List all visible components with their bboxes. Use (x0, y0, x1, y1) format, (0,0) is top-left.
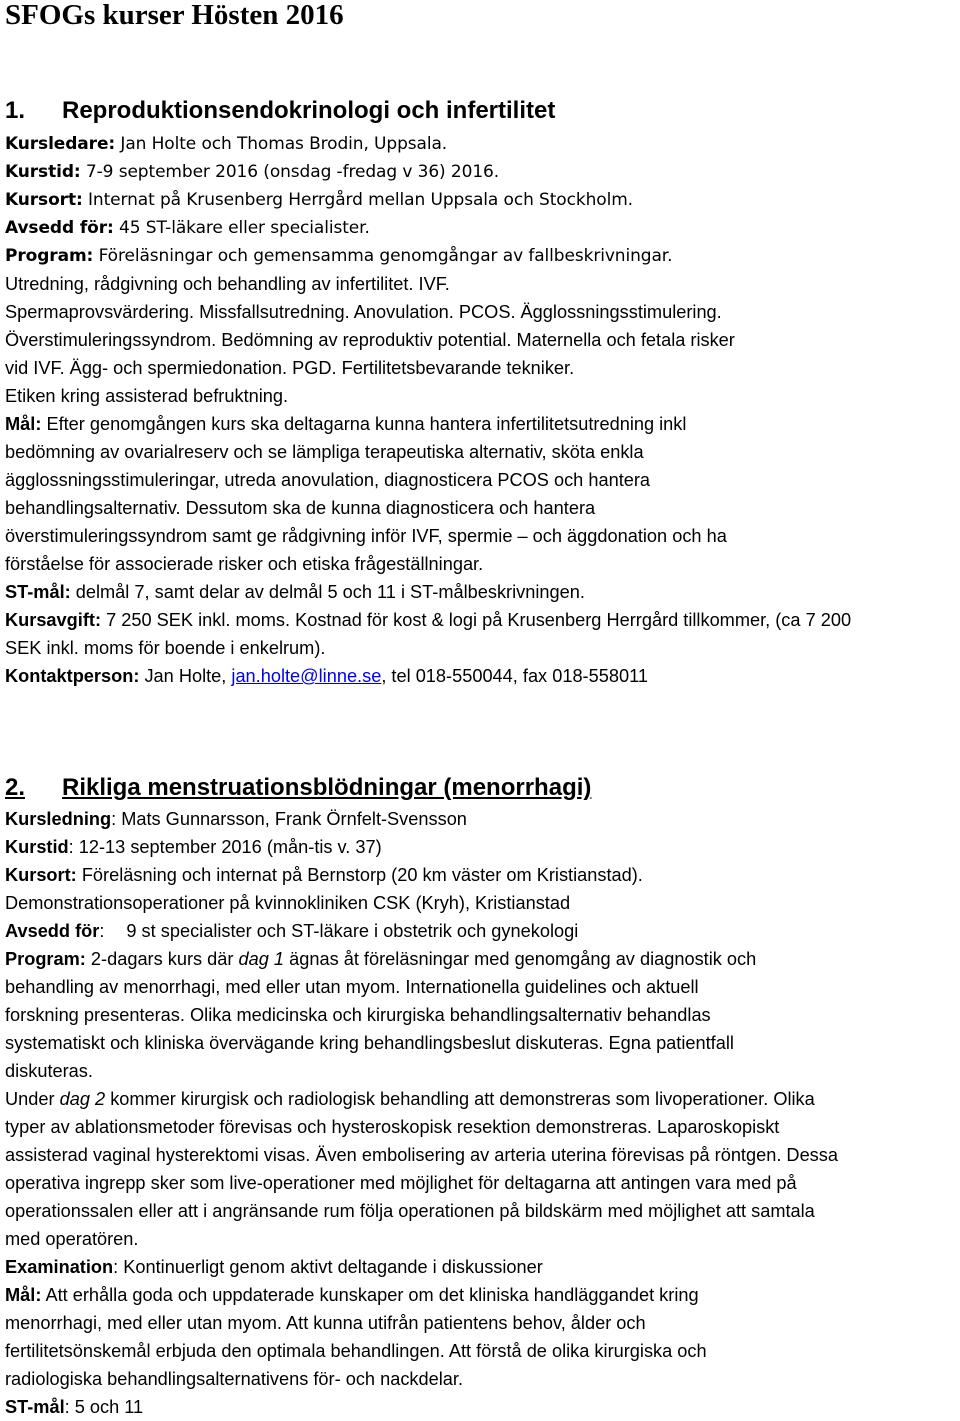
course-2-avsedd: Avsedd för: 9 st specialister och ST-läkare i obstetrik och gynekologi (5, 921, 579, 941)
course-2-under-line: med operatören. (5, 1229, 139, 1249)
course-2-program-line: behandling av menorrhagi, med eller utan myom. Internationella guidelines och aktuell (5, 977, 699, 997)
course-1-program-line: Utredning, rådgivning och behandling av infertilitet. IVF. (5, 274, 450, 294)
course-2-stmal: ST-mål: 5 och 11 (5, 1397, 144, 1417)
course-2-mal-line: fertilitetsönskemål erbjuda den optimala behandlingen. Att förstå de olika kirurgiska och (5, 1341, 707, 1361)
course-1-kursledare: Kursledare: Jan Holte och Thomas Brodin, Uppsala. (5, 134, 448, 154)
course-1-kursavgift: Kursavgift: 7 250 SEK inkl. moms. Kostnad för kost & logi på Krusenberg Herrgård tillkommer, (ca 7 200 (5, 610, 852, 630)
course-1-kontakt: Kontaktperson: Jan Holte, jan.holte@linne.se, tel 018-550044, fax 018-558011 (5, 666, 648, 686)
course-1-mal-line: ägglossningsstimuleringar, utreda anovulation, diagnosticera PCOS och hantera (5, 470, 651, 490)
course-1-program-line: Spermaprovsvärdering. Missfallsutredning. Anovulation. PCOS. Ägglossningsstimulering. (5, 302, 722, 322)
course-2-under-line: operationssalen eller att i angränsande rum följa operationen på bildskärm med möjlighet att samtala (5, 1201, 815, 1221)
course-2-kursort-line: Demonstrationsoperationer på kvinnokliniken CSK (Kryh), Kristianstad (5, 893, 571, 913)
course-2-kursort: Kursort: Föreläsning och internat på Bernstorp (20 km väster om Kristianstad). (5, 865, 643, 885)
course-1-program-line: Överstimuleringssyndrom. Bedömning av reproduktiv potential. Maternella och fetala risker (5, 330, 735, 350)
course-1-mal-line: behandlingsalternativ. Dessutom ska de kunna diagnosticera och hantera (5, 498, 596, 518)
course-1-mal-line: förståelse för associerade risker och etiska frågeställningar. (5, 554, 484, 574)
course-1-section (5, 96, 960, 690)
course-1-title: Reproduktionsendokrinologi och infertilitet (62, 97, 556, 124)
course-1-program-line: Etiken kring assisterad befruktning. (5, 386, 289, 406)
course-2-under-line: operativa ingrepp sker som live-operationer med möjlighet för deltagarna att antingen vara med på (5, 1173, 797, 1193)
course-1-stmal: ST-mål: delmål 7, samt delar av delmål 5 och 11 i ST-målbeskrivningen. (5, 582, 585, 602)
course-2-number: 2. (5, 774, 26, 801)
course-1-mal-line: överstimuleringssyndrom samt ge rådgivning inför IVF, spermie – och äggdonation och ha (5, 526, 727, 546)
course-2-mal-line: radiologiska behandlingsalternativens för- och nackdelar. (5, 1369, 463, 1389)
course-2-title: Rikliga menstruationsblödningar (menorrhagi) (62, 774, 592, 801)
course-1-mal: Mål: Efter genomgången kurs ska deltagarna kunna hantera infertilitetsutredning inkl (5, 414, 687, 434)
course-2-mal: Mål: Att erhålla goda och uppdaterade kunskaper om det kliniska handläggandet kring (5, 1285, 699, 1305)
course-2-under: Under dag 2 kommer kirurgisk och radiologisk behandling att demonstreras som livoperationer. Olika (5, 1089, 815, 1109)
course-1-mal-line: bedömning av ovarialreserv och se lämpliga terapeutiska alternativ, sköta enkla (5, 442, 644, 462)
course-1-avsedd: Avsedd för: 45 ST-läkare eller specialister. (5, 218, 370, 238)
course-2-program-line: forskning presenteras. Olika medicinska och kirurgiska behandlingsalternativ behandlas (5, 1005, 711, 1025)
course-1-program: Program: Föreläsningar och gemensamma genomgångar av fallbeskrivningar. (5, 246, 673, 266)
course-2-examination: Examination: Kontinuerligt genom aktivt deltagande i diskussioner (5, 1257, 543, 1277)
course-2-program: Program: 2-dagars kurs där dag 1 ägnas åt föreläsningar med genomgång av diagnostik och (5, 949, 757, 969)
course-2-under-line: assisterad vaginal hysterektomi visas. Även embolisering av arteria uterina förevisas på röntgen. Dessa (5, 1145, 838, 1165)
course-2-under-line: typer av ablationsmetoder förevisas och hysteroskopisk resektion demonstreras. Laparoskopiskt (5, 1117, 780, 1137)
course-2-program-line: systematiskt och kliniska övervägande kring behandlingsbeslut diskuteras. Egna patientfall (5, 1033, 734, 1053)
course-2-program-line: diskuteras. (5, 1061, 93, 1081)
course-1-kursort: Kursort: Internat på Krusenberg Herrgård mellan Uppsala och Stockholm. (5, 190, 633, 210)
course-1-heading (5, 96, 960, 126)
course-1-kursavgift-line: SEK inkl. moms för boende i enkelrum). (5, 638, 326, 658)
document-title: SFOGs kurser Hösten 2016 (5, 0, 344, 31)
course-2-section (5, 773, 960, 1421)
document-page (5, 0, 960, 1417)
course-2-heading (5, 773, 960, 803)
course-1-kurstid: Kurstid: 7-9 september 2016 (onsdag -fredag v 36) 2016. (5, 162, 500, 182)
course-2-kurstid: Kurstid: 12-13 september 2016 (mån-tis v. 37) (5, 837, 382, 857)
contact-email-link[interactable]: jan.holte@linne.se (231, 666, 382, 686)
course-1-number: 1. (5, 97, 26, 124)
course-2-kursledning: Kursledning: Mats Gunnarsson, Frank Örnfelt-Svensson (5, 809, 467, 829)
course-2-mal-line: menorrhagi, med eller utan myom. Att kunna utifrån patientens behov, ålder och (5, 1313, 646, 1333)
course-1-program-line: vid IVF. Ägg- och spermiedonation. PGD. Fertilitetsbevarande tekniker. (5, 358, 575, 378)
